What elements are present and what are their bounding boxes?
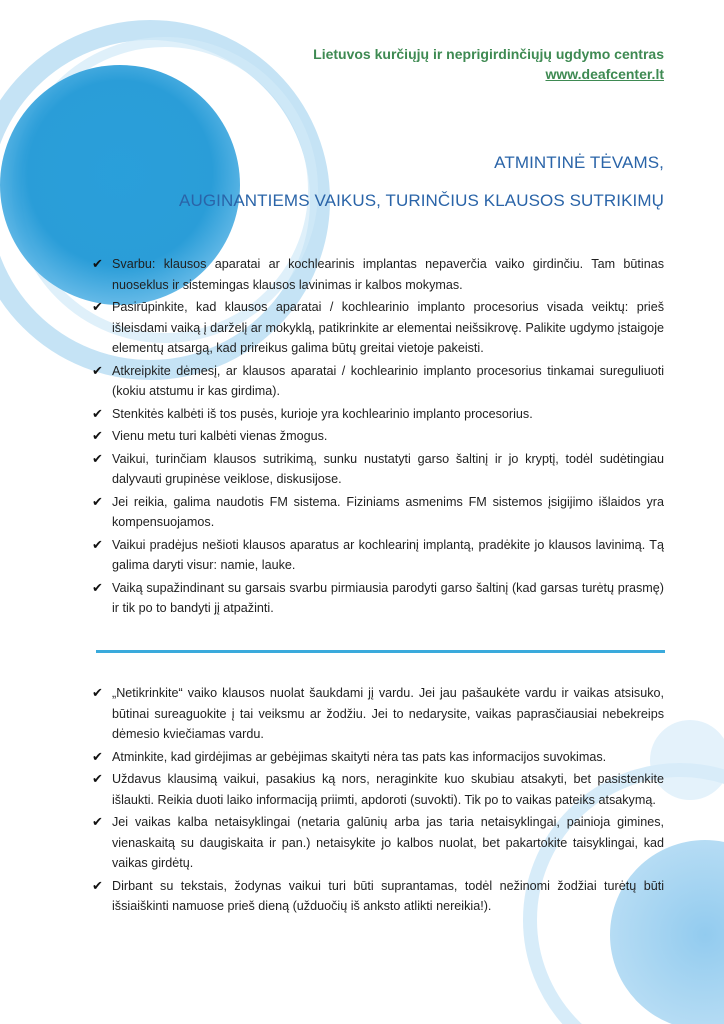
check-icon: ✔: [92, 428, 103, 443]
check-icon: ✔: [92, 362, 103, 378]
list-item: ✔ Atkreipkite dėmesį, ar klausos aparatai / kochlearinio implanto procesorius tinkamai sureguliuoti (kokiu atstumu ir kas girdima).: [92, 362, 664, 398]
page-title-line2: AUGINANTIEMS VAIKUS, TURINČIUS KLAUSOS SUTRIKIMŲ: [179, 191, 664, 210]
list-item: ✔ Uždavus klausimą vaikui, pasakius ką nors, neraginkite kuo skubiau atsakyti, bet pasistenkite išlaukti. Reikia duoti laiko informaciją priimti, apdoroti (suvokti). Tik po to vaikas pateiks atsakymą.: [92, 771, 664, 807]
list-item: ✔ Pasirūpinkite, kad klausos aparatai / kochlearinio implanto procesorius visada veiktų: prieš išleisdami vaiką į darželį ar mokyklą, patikrinkite ar elementai neišsikrovę. Palikite ugdymo įstaigoje elementų atsargą, kad prireikus galima būtų greitai vietoje pakeisti.: [92, 299, 664, 355]
list-item: ✔ Svarbu: klausos aparatai ar kochlearinis implantas nepaverčia vaiko girdinčiu. Tam būtinas nuoseklus ir sistemingas klausos lavinimas ir kalbos mokymas.: [92, 256, 664, 292]
check-icon: ✔: [92, 685, 103, 700]
list-item: ✔ Vaikui pradėjus nešioti klausos aparatus ar kochlearinį implantą, pradėkite jo klausos lavinimą. Tą galima daryti visur: namie, lauke.: [92, 536, 664, 572]
check-icon: ✔: [92, 748, 103, 764]
check-icon: ✔: [92, 536, 103, 552]
section-divider: [96, 650, 665, 653]
list-item: ✔ Jei reikia, galima naudotis FM sistema. Fiziniams asmenims FM sistemos įsigijimo išlaidos yra kompensuojamos.: [92, 493, 664, 529]
check-icon: ✔: [92, 771, 103, 786]
check-icon: ✔: [92, 256, 103, 271]
list-item: ✔ Vienu metu turi kalbėti vienas žmogus.: [92, 426, 664, 447]
list-item: ✔ Jei vaikas kalba netaisyklingai (netaria galūnių arba jas taria netaisyklingai, painioja gimines, vienaskaitą su daugiskaita ir pan.) netaisykite jo kalbos nuolat, bet pakartokite taisyklingai, kad vaikas girdėtų.: [92, 814, 664, 870]
website-link[interactable]: www.deafcenter.lt: [545, 66, 664, 82]
list-item: ✔ „Netikrinkite“ vaiko klausos nuolat šaukdami jį vardu. Jei jau pašaukėte vardu ir vaikas atsisuko, būtinai sureaguokite į tai veiksmu ar žodžiu. Jei to nedarysite, vaikas paprasčiausiai nebekreips dėmesio kviečiamas vardu.: [92, 685, 664, 741]
check-icon: ✔: [92, 877, 103, 893]
list-item: ✔ Vaiką supažindinant su garsais svarbu pirmiausia parodyti garso šaltinį (kad garsas turėtų prasmę) ir tik po to bandyti jį atpažinti.: [92, 579, 664, 615]
check-icon: ✔: [92, 299, 103, 314]
organization-name: Lietuvos kurčiųjų ir neprigirdinčiųjų ugdymo centras: [313, 46, 664, 62]
check-icon: ✔: [92, 493, 103, 509]
list-item: ✔ Atminkite, kad girdėjimas ar gebėjimas skaityti nėra tas pats kas informacijos suvokimas.: [92, 747, 664, 768]
list-item: ✔ Dirbant su tekstais, žodynas vaikui turi būti suprantamas, todėl nežinomi žodžiai turėtų būti išsiaiškinti namuose prieš dieną (užduočių iš anksto atlikti nereikia!).: [92, 877, 664, 913]
check-icon: ✔: [92, 579, 103, 595]
check-icon: ✔: [92, 814, 103, 829]
list-item: ✔ Vaikui, turinčiam klausos sutrikimą, sunku nustatyti garso šaltinį ir jo kryptį, todėl sudėtingiau dalyvauti grupinėse veiklose, diskusijose.: [92, 450, 664, 486]
advice-list-2: [92, 683, 664, 919]
page-title-line1: ATMINTINĖ TĖVAMS,: [494, 153, 664, 172]
check-icon: ✔: [92, 405, 103, 421]
header: [313, 44, 664, 84]
list-item: ✔ Stenkitės kalbėti iš tos pusės, kurioje yra kochlearinio implanto procesorius.: [92, 404, 664, 425]
check-icon: ✔: [92, 450, 103, 466]
advice-list-1: [92, 254, 664, 621]
